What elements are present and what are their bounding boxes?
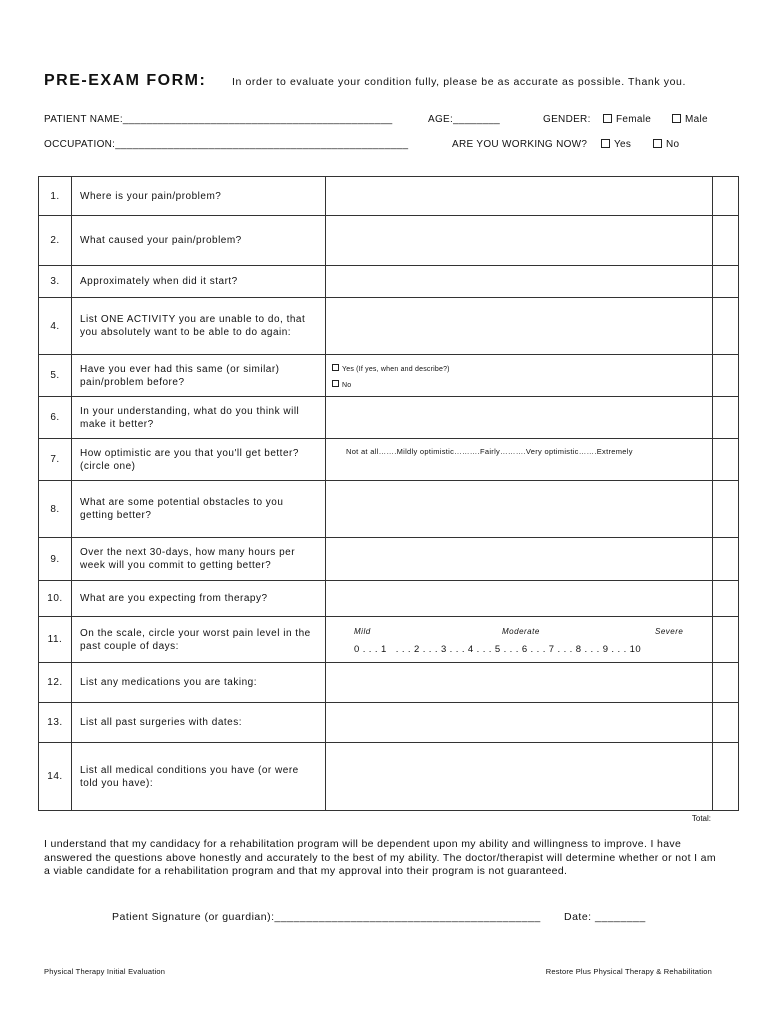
answer-area[interactable] xyxy=(326,298,713,355)
question-text: What are some potential obstacles to you getting better? xyxy=(72,481,326,538)
question-number: 4. xyxy=(39,298,72,355)
checkbox-icon[interactable] xyxy=(653,139,662,148)
answer-area[interactable] xyxy=(326,397,713,439)
question-text: Over the next 30-days, how many hours per week will you commit to getting better? xyxy=(72,538,326,581)
form-title: PRE-EXAM FORM: xyxy=(44,72,207,89)
no-label: No xyxy=(666,139,680,150)
question-number: 6. xyxy=(39,397,72,439)
score-cell[interactable] xyxy=(713,355,739,397)
form-intro: In order to evaluate your condition fully, please be as accurate as possible. Thank you. xyxy=(232,76,686,88)
question-text: Where is your pain/problem? xyxy=(72,177,326,216)
answer-area[interactable] xyxy=(326,177,713,216)
score-cell[interactable] xyxy=(713,743,739,811)
answer-area[interactable] xyxy=(326,266,713,298)
score-cell[interactable] xyxy=(713,617,739,663)
working-yes-option[interactable] xyxy=(601,139,631,150)
pain-scale-mild: Mild xyxy=(354,627,371,636)
answer-area[interactable] xyxy=(326,581,713,617)
patient-name-field[interactable]: PATIENT NAME:______________________________________________ xyxy=(44,114,393,125)
working-no-option[interactable] xyxy=(653,139,679,150)
checkbox-icon[interactable] xyxy=(601,139,610,148)
question-row xyxy=(39,538,739,581)
pain-scale-moderate: Moderate xyxy=(502,627,540,636)
q5-no-label: No xyxy=(342,382,352,389)
question-row xyxy=(39,663,739,703)
score-cell[interactable] xyxy=(713,216,739,266)
question-row xyxy=(39,298,739,355)
question-text: List any medications you are taking: xyxy=(72,663,326,703)
q5-yes-label: Yes (If yes, when and describe?) xyxy=(342,366,450,373)
consent-statement: I understand that my candidacy for a rehabilitation program will be dependent upon my ability and willingness to improve. I have answered the questions above honestly and accurately to the best of my ability. The doctor/therapist will determine whether or not I am a viable candidate for a rehabilitation program and that my approval into their program is not guaranteed. xyxy=(44,838,716,877)
question-row xyxy=(39,481,739,538)
answer-area[interactable] xyxy=(326,743,713,811)
answer-area[interactable] xyxy=(326,216,713,266)
question-row xyxy=(39,703,739,743)
female-label: Female xyxy=(616,114,652,125)
question-row xyxy=(39,355,739,397)
male-label: Male xyxy=(685,114,708,125)
question-number: 7. xyxy=(39,439,72,481)
question-text: What are you expecting from therapy? xyxy=(72,581,326,617)
answer-area[interactable] xyxy=(326,663,713,703)
score-cell[interactable] xyxy=(713,581,739,617)
q5-yes-option[interactable] xyxy=(332,363,450,376)
checkbox-icon[interactable] xyxy=(603,114,612,123)
score-cell[interactable] xyxy=(713,439,739,481)
question-number: 2. xyxy=(39,216,72,266)
question-number: 1. xyxy=(39,177,72,216)
age-field[interactable]: AGE:________ xyxy=(428,114,500,125)
question-number: 8. xyxy=(39,481,72,538)
checkbox-icon[interactable] xyxy=(672,114,681,123)
score-cell[interactable] xyxy=(713,397,739,439)
score-cell[interactable] xyxy=(713,298,739,355)
signature-field[interactable]: Patient Signature (or guardian):__________________________________________ xyxy=(112,911,541,923)
yes-label: Yes xyxy=(614,139,632,150)
questions-table xyxy=(38,176,739,811)
question-number: 3. xyxy=(39,266,72,298)
question-text: List ONE ACTIVITY you are unable to do, that you absolutely want to be able to do again: xyxy=(72,298,326,355)
checkbox-icon[interactable] xyxy=(332,380,339,387)
gender-label: GENDER: xyxy=(543,114,591,125)
question-number: 5. xyxy=(39,355,72,397)
score-cell[interactable] xyxy=(713,266,739,298)
question-row xyxy=(39,743,739,811)
question-row xyxy=(39,439,739,481)
question-text: On the scale, circle your worst pain level in the past couple of days: xyxy=(72,617,326,663)
checkbox-icon[interactable] xyxy=(332,364,339,371)
working-now-label: ARE YOU WORKING NOW? xyxy=(452,139,588,150)
question-row xyxy=(39,617,739,663)
question-number: 13. xyxy=(39,703,72,743)
answer-area[interactable] xyxy=(326,439,713,481)
question-row xyxy=(39,177,739,216)
answer-area[interactable] xyxy=(326,481,713,538)
question-text: How optimistic are you that you'll get better? (circle one) xyxy=(72,439,326,481)
question-text: List all medical conditions you have (or were told you have): xyxy=(72,743,326,811)
question-number: 14. xyxy=(39,743,72,811)
question-text: What caused your pain/problem? xyxy=(72,216,326,266)
question-text: Approximately when did it start? xyxy=(72,266,326,298)
question-row xyxy=(39,397,739,439)
question-number: 11. xyxy=(39,617,72,663)
question-row xyxy=(39,266,739,298)
answer-area[interactable] xyxy=(326,355,713,397)
gender-female-option[interactable] xyxy=(603,114,651,125)
question-number: 10. xyxy=(39,581,72,617)
score-cell[interactable] xyxy=(713,703,739,743)
total-label: Total: xyxy=(691,814,711,823)
question-row xyxy=(39,216,739,266)
gender-male-option[interactable] xyxy=(672,114,708,125)
footer-right: Restore Plus Physical Therapy & Rehabilitation xyxy=(545,967,712,976)
question-row xyxy=(39,581,739,617)
question-text: In your understanding, what do you think will make it better? xyxy=(72,397,326,439)
score-cell[interactable] xyxy=(713,481,739,538)
score-cell[interactable] xyxy=(713,538,739,581)
question-text: List all past surgeries with dates: xyxy=(72,703,326,743)
footer-left: Physical Therapy Initial Evaluation xyxy=(44,967,166,976)
question-text: Have you ever had this same (or similar) pain/problem before? xyxy=(72,355,326,397)
question-number: 9. xyxy=(39,538,72,581)
score-cell[interactable] xyxy=(713,177,739,216)
pain-scale-severe: Severe xyxy=(655,627,684,636)
pain-scale-numbers[interactable]: 0 . . . 1 . . . 2 . . . 3 . . . 4 . . . 5 . . . 6 . . . 7 . . . 8 . . . 9 . . . 10 xyxy=(354,644,642,655)
score-cell[interactable] xyxy=(713,663,739,703)
question-number: 12. xyxy=(39,663,72,703)
date-field[interactable]: Date: ________ xyxy=(564,911,646,923)
answer-area[interactable] xyxy=(326,538,713,581)
answer-area[interactable] xyxy=(326,703,713,743)
occupation-field[interactable]: OCCUPATION:__________________________________________________ xyxy=(44,139,409,150)
answer-area[interactable] xyxy=(326,617,713,663)
q5-no-option[interactable] xyxy=(332,379,351,392)
optimism-scale[interactable]: Not at all…….Mildly optimistic……….Fairly……….Very optimistic…….Extremely xyxy=(346,447,633,456)
